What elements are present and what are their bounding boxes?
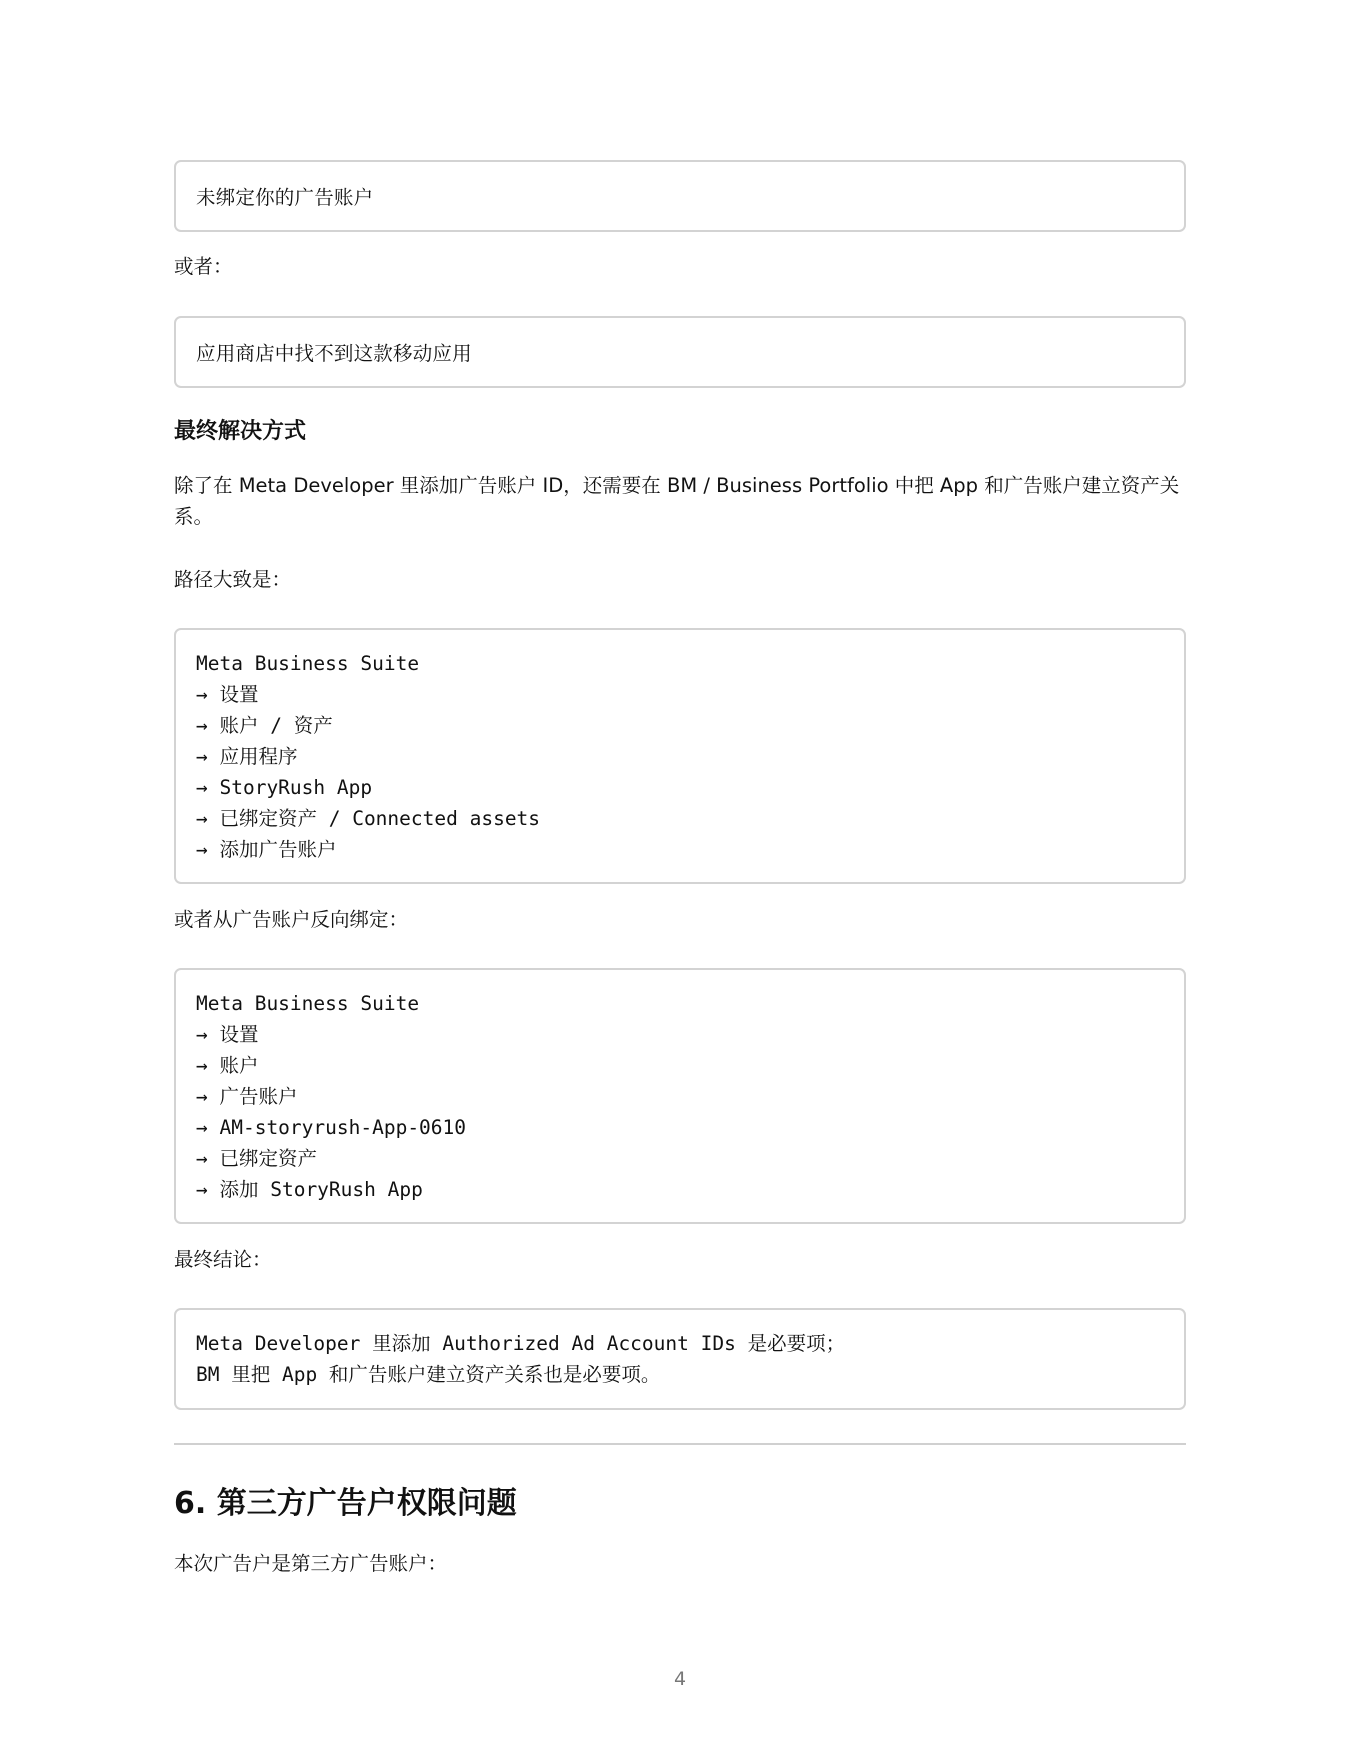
section-6-intro: 本次广告户是第三方广告账户： (174, 1552, 448, 1575)
code-block-path-ad-account (174, 968, 1186, 1224)
message-box-app-not-found (174, 316, 1186, 388)
page-number: 4 (673, 1668, 687, 1690)
code-line: → StoryRush App (196, 776, 373, 799)
solution-paragraph: 除了在 Meta Developer 里添加广告账户 ID，还需要在 BM / Business Portfolio 中把 App 和广告账户建立资产关系。 (174, 474, 1180, 528)
code-line: → 设置 (196, 1023, 259, 1046)
heading-final-solution: 最终解决方式 (174, 419, 307, 444)
code-line: → 设置 (196, 683, 259, 706)
code-block-path-app (174, 628, 1186, 884)
code-line: → 已绑定资产 / Connected assets (196, 807, 541, 830)
code-line: Meta Business Suite (196, 992, 420, 1015)
message-text: 未绑定你的广告账户 (196, 186, 374, 209)
code-line: Meta Developer 里添加 Authorized Ad Account IDs 是必要项； (196, 1332, 846, 1355)
message-text: 应用商店中找不到这款移动应用 (196, 342, 472, 365)
section-divider (174, 1443, 1186, 1445)
code-line: → 账户 / 资产 (196, 714, 333, 737)
code-line: → 添加广告账户 (196, 838, 337, 861)
message-box-unbound-ad-account (174, 160, 1186, 232)
code-line: BM 里把 App 和广告账户建立资产关系也是必要项。 (196, 1363, 661, 1386)
code-line: → AM-storyrush-App-0610 (196, 1116, 467, 1139)
section-6-heading: 6. 第三方广告户权限问题 (174, 1486, 517, 1521)
path-intro: 路径大致是： (174, 568, 292, 591)
reverse-bind-intro: 或者从广告账户反向绑定： (174, 908, 409, 931)
or-text: 或者： (174, 255, 233, 278)
code-block-conclusion (174, 1308, 1186, 1410)
code-line: Meta Business Suite (196, 652, 420, 675)
code-line: → 已绑定资产 (196, 1147, 317, 1170)
code-line: → 添加 StoryRush App (196, 1178, 423, 1201)
code-line: → 广告账户 (196, 1085, 298, 1108)
conclusion-intro: 最终结论： (174, 1248, 272, 1271)
code-line: → 账户 (196, 1054, 259, 1077)
code-line: → 应用程序 (196, 745, 298, 768)
